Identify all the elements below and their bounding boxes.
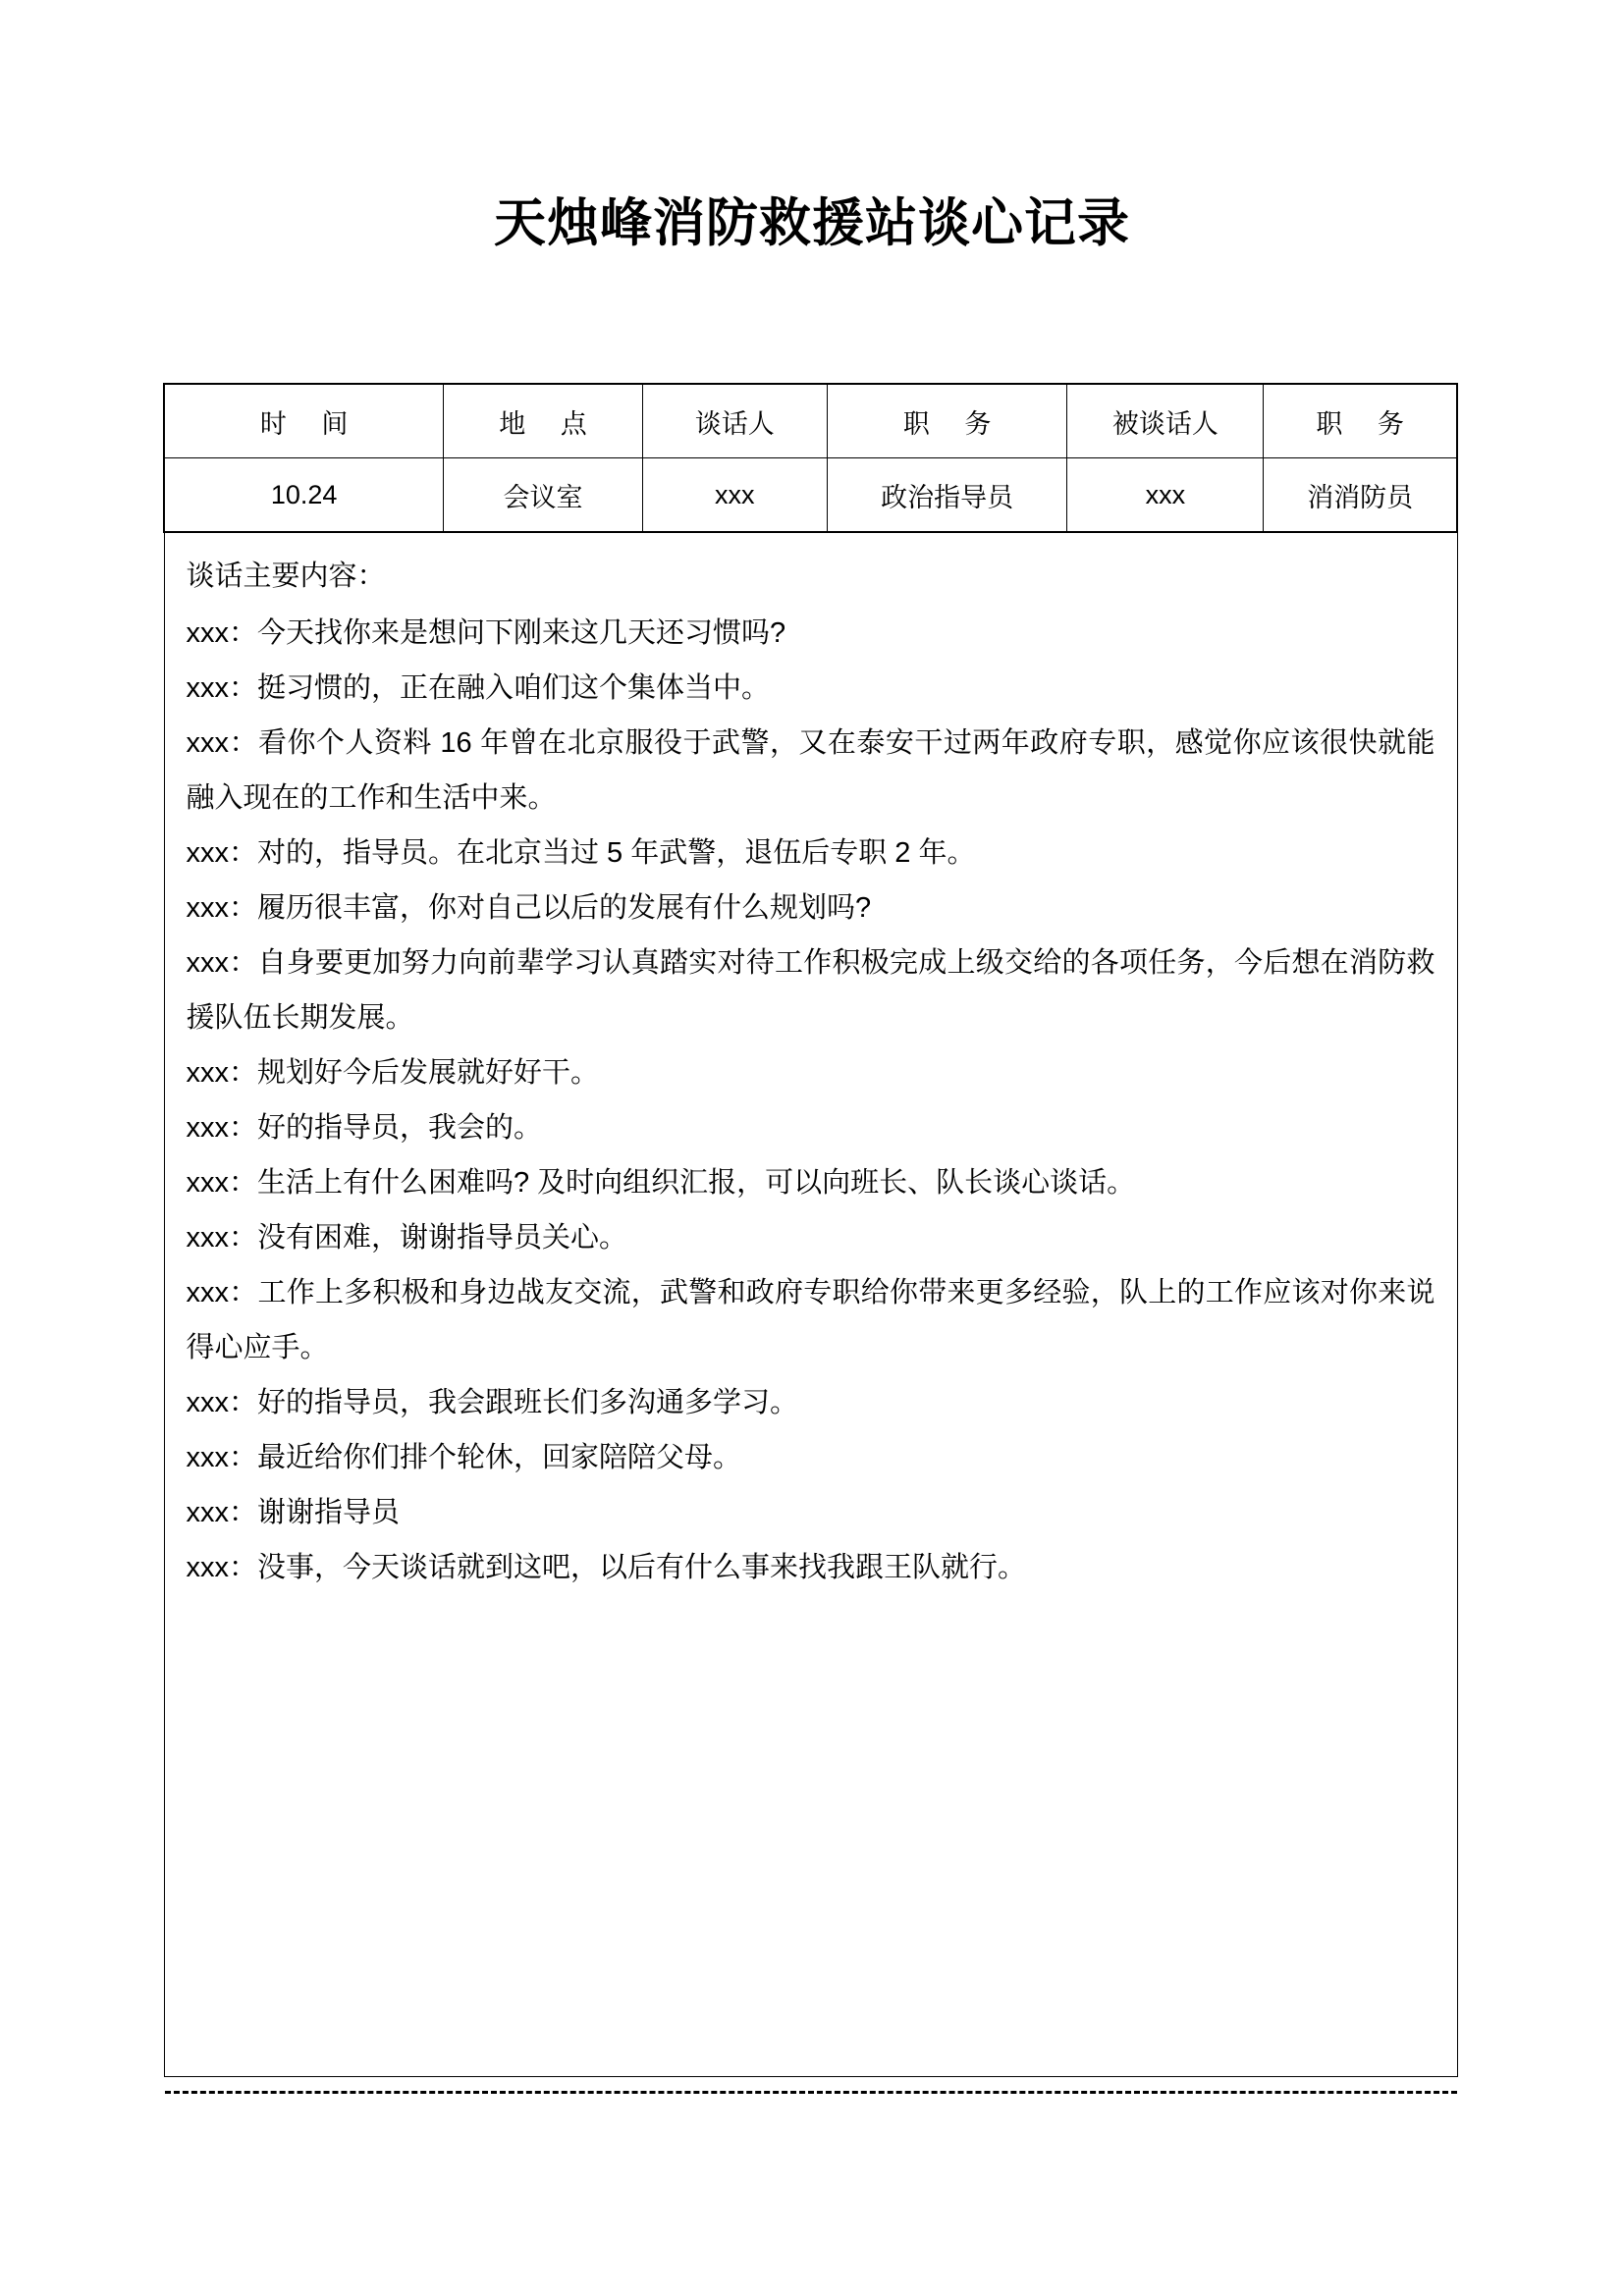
dialogue-line: xxx：履历很丰富，你对自己以后的发展有什么规划吗?	[186, 892, 872, 924]
header-cell-interviewee-post	[1264, 384, 1457, 458]
dialogue-list	[187, 606, 1435, 1595]
talk-content-body	[165, 533, 1457, 2076]
header-label-time: 时 间	[259, 408, 362, 439]
header-label-interviewee: 被谈话人	[1111, 408, 1218, 439]
table-data-row	[164, 458, 1457, 533]
talk-content-cell[interactable]	[164, 532, 1457, 2077]
dialogue-line: xxx：最近给你们排个轮休，回家陪陪父母。	[186, 1442, 742, 1473]
value-cell-talker-post[interactable]: 政治指导员	[827, 458, 1066, 533]
header-label-interviewee-post: 职 务	[1316, 408, 1418, 439]
content-heading: 谈话主要内容：	[186, 561, 386, 592]
dialogue-line: xxx：自身要更加努力向前辈学习认真踏实对待工作积极完成上级交给的各项任务，今后想在消防救援队伍长期发展。	[186, 947, 1435, 1034]
value-cell-interviewee[interactable]: xxx	[1067, 458, 1264, 533]
value-cell-interviewee-post[interactable]: 消消防员	[1264, 458, 1457, 533]
header-cell-interviewee	[1067, 384, 1264, 458]
table-header-row	[164, 384, 1457, 458]
dialogue-line: xxx：好的指导员，我会跟班长们多沟通多学习。	[186, 1387, 799, 1418]
value-cell-talker[interactable]: xxx	[642, 458, 827, 533]
dialogue-line: xxx：今天找你来是想问下刚来这几天还习惯吗?	[186, 617, 786, 649]
dashed-separator	[165, 2091, 1457, 2094]
dialogue-line: xxx：生活上有什么困难吗? 及时向组织汇报，可以向班长、队长谈心谈话。	[186, 1167, 1136, 1199]
value-cell-time[interactable]: 10.24	[164, 458, 444, 533]
header-label-talker: 谈话人	[694, 408, 775, 439]
header-cell-time	[164, 384, 444, 458]
talk-record-table	[163, 383, 1458, 2077]
dialogue-line: xxx：挺习惯的，正在融入咱们这个集体当中。	[186, 672, 771, 704]
header-cell-talker-post	[827, 384, 1066, 458]
dialogue-line: xxx：看你个人资料 16 年曾在北京服役于武警，又在泰安干过两年政府专职，感觉你应该很快就能融入现在的工作和生活中来。	[186, 727, 1435, 814]
dialogue-line: xxx：谢谢指导员	[186, 1497, 401, 1528]
dialogue-line: xxx：工作上多积极和身边战友交流，武警和政府专职给你带来更多经验，队上的工作应该对你来说得心应手。	[186, 1277, 1435, 1363]
header-label-talker-post: 职 务	[902, 408, 1005, 439]
table-content-row	[164, 532, 1457, 2077]
dialogue-line: xxx：没事，今天谈话就到这吧，以后有什么事来找我跟王队就行。	[186, 1552, 1027, 1583]
header-cell-place	[444, 384, 642, 458]
value-cell-place[interactable]: 会议室	[444, 458, 642, 533]
header-label-place: 地 点	[499, 408, 601, 439]
dialogue-line: xxx：规划好今后发展就好好干。	[186, 1057, 600, 1089]
header-cell-talker	[642, 384, 827, 458]
dialogue-line: xxx：对的，指导员。在北京当过 5 年武警，退伍后专职 2 年。	[186, 837, 976, 869]
dialogue-line: xxx：没有困难，谢谢指导员关心。	[186, 1222, 628, 1254]
page-title: 天烛峰消防救援站谈心记录	[494, 194, 1130, 252]
dialogue-line: xxx：好的指导员，我会的。	[186, 1112, 543, 1144]
